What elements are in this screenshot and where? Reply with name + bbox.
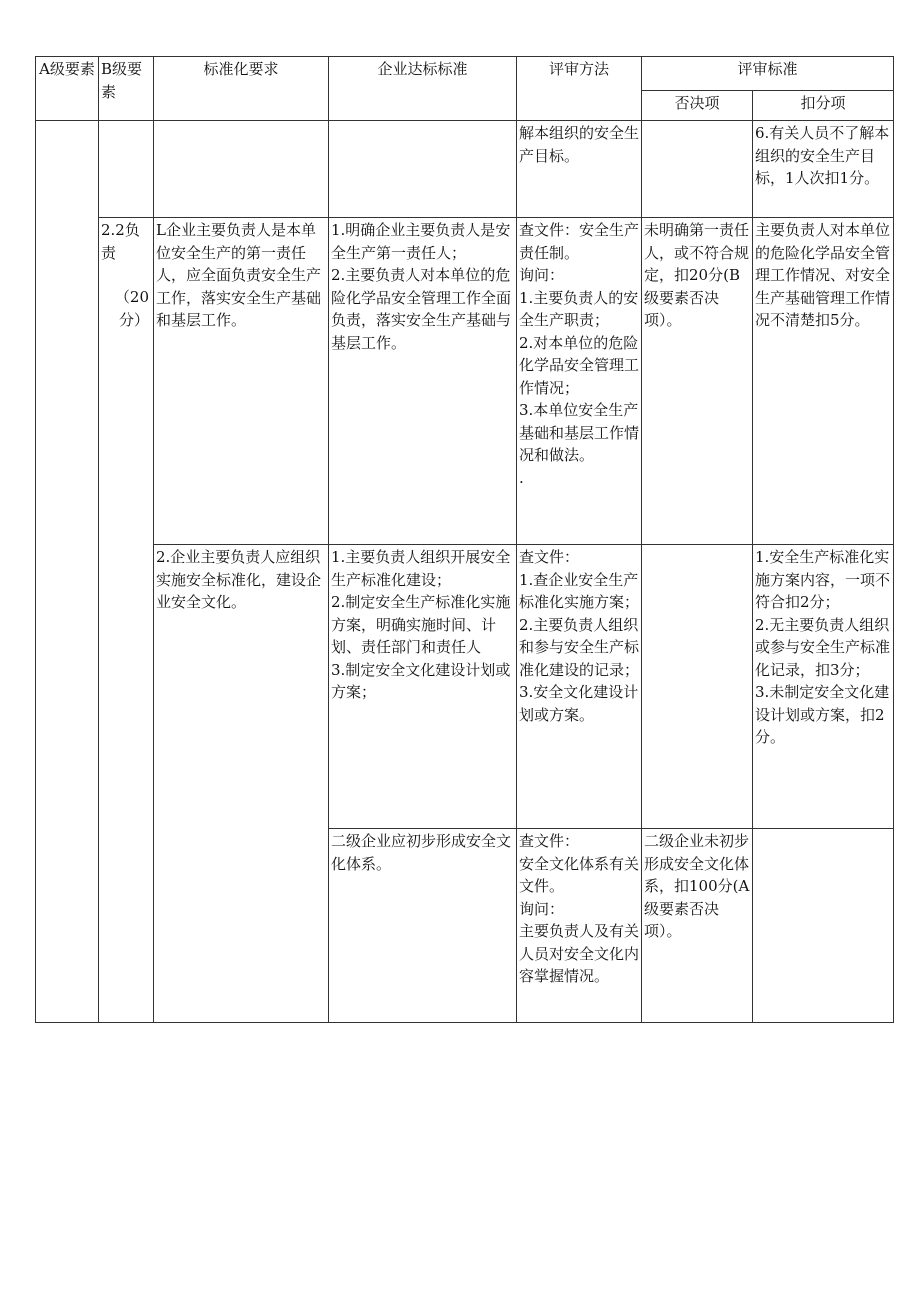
standard-cell-3: 二级企业应初步形成安全文化体系。 bbox=[329, 829, 517, 1023]
b-element-score: （20分） bbox=[114, 288, 149, 329]
header-b-element: B级要素 bbox=[99, 57, 154, 121]
standard-cell-0 bbox=[329, 121, 517, 218]
header-deduction: 扣分项 bbox=[753, 91, 894, 121]
method-cell-3: 查文件： 安全文化体系有关文件。 询问： 主要负责人及有关人员对安全文化内容掌握情况。 bbox=[517, 829, 642, 1023]
b-element-cell bbox=[99, 218, 154, 1023]
header-review-criteria: 评审标准 bbox=[642, 57, 894, 91]
header-a-element: A级要素 bbox=[36, 57, 99, 121]
requirement-cell-1: L企业主要负责人是本单位安全生产的第一责任人，应全面负责安全生产工作，落实安全生产基础和基层工作。 bbox=[154, 218, 329, 545]
veto-cell-0 bbox=[642, 121, 753, 218]
standard-table bbox=[35, 56, 894, 1023]
requirement-cell-2: 2.企业主要负责人应组织实施安全标准化，建设企业安全文化。 bbox=[154, 545, 329, 1023]
deduction-cell-2: 1.安全生产标准化实施方案内容，一项不符合扣2分； 2.无主要负责人组织或参与安全生产标准化记录，扣3分； 3.未制定安全文化建设计划或方案，扣2分。 bbox=[753, 545, 894, 829]
deduction-cell-1: 主要负责人对本单位的危险化学品安全管理工作情况、对安全生产基础管理工作情况不清楚扣5分。 bbox=[753, 218, 894, 545]
method-cell-2: 查文件： 1.查企业安全生产标准化实施方案； 2.主要负责人组织和参与安全生产标准化建设的记录； 3.安全文化建设计划或方案。 bbox=[517, 545, 642, 829]
veto-cell-1: 未明确第一责任人，或不符合规定，扣20分(B级要素否决项）。 bbox=[642, 218, 753, 545]
header-enterprise-standard: 企业达标标准 bbox=[329, 57, 517, 121]
header-veto: 否决项 bbox=[642, 91, 753, 121]
b-element-cell-empty bbox=[99, 121, 154, 218]
requirement-cell-0 bbox=[154, 121, 329, 218]
method-cell-1: 查文件：安全生产责任制。 询问： 1.主要负责人的安全生产职责； 2.对本单位的危险化学品安全管理工作情况； 3.本单位安全生产基础和基层工作情况和做法。 . bbox=[517, 218, 642, 545]
veto-cell-3: 二级企业未初步形成安全文化体系，扣100分(A级要素否决项）。 bbox=[642, 829, 753, 1023]
deduction-cell-3 bbox=[753, 829, 894, 1023]
standard-cell-1: 1.明确企业主要负责人是安全生产第一责任人； 2.主要负责人对本单位的危险化学品安全管理工作全面负责，落实安全生产基础与基层工作。 bbox=[329, 218, 517, 545]
a-element-cell bbox=[36, 121, 99, 1023]
header-review-method: 评审方法 bbox=[517, 57, 642, 121]
deduction-cell-0: 6.有关人员不了解本组织的安全生产目标，1人次扣1分。 bbox=[753, 121, 894, 218]
veto-cell-2 bbox=[642, 545, 753, 829]
header-requirement: 标准化要求 bbox=[154, 57, 329, 121]
b-element-name: 2.2负责 bbox=[101, 221, 140, 262]
standard-cell-2: 1.主要负责人组织开展安全生产标准化建设； 2.制定安全生产标准化实施方案，明确实施时间、计划、责任部门和责任人 3.制定安全文化建设计划或方案； bbox=[329, 545, 517, 829]
method-cell-0: 解本组织的安全生产目标。 bbox=[517, 121, 642, 218]
